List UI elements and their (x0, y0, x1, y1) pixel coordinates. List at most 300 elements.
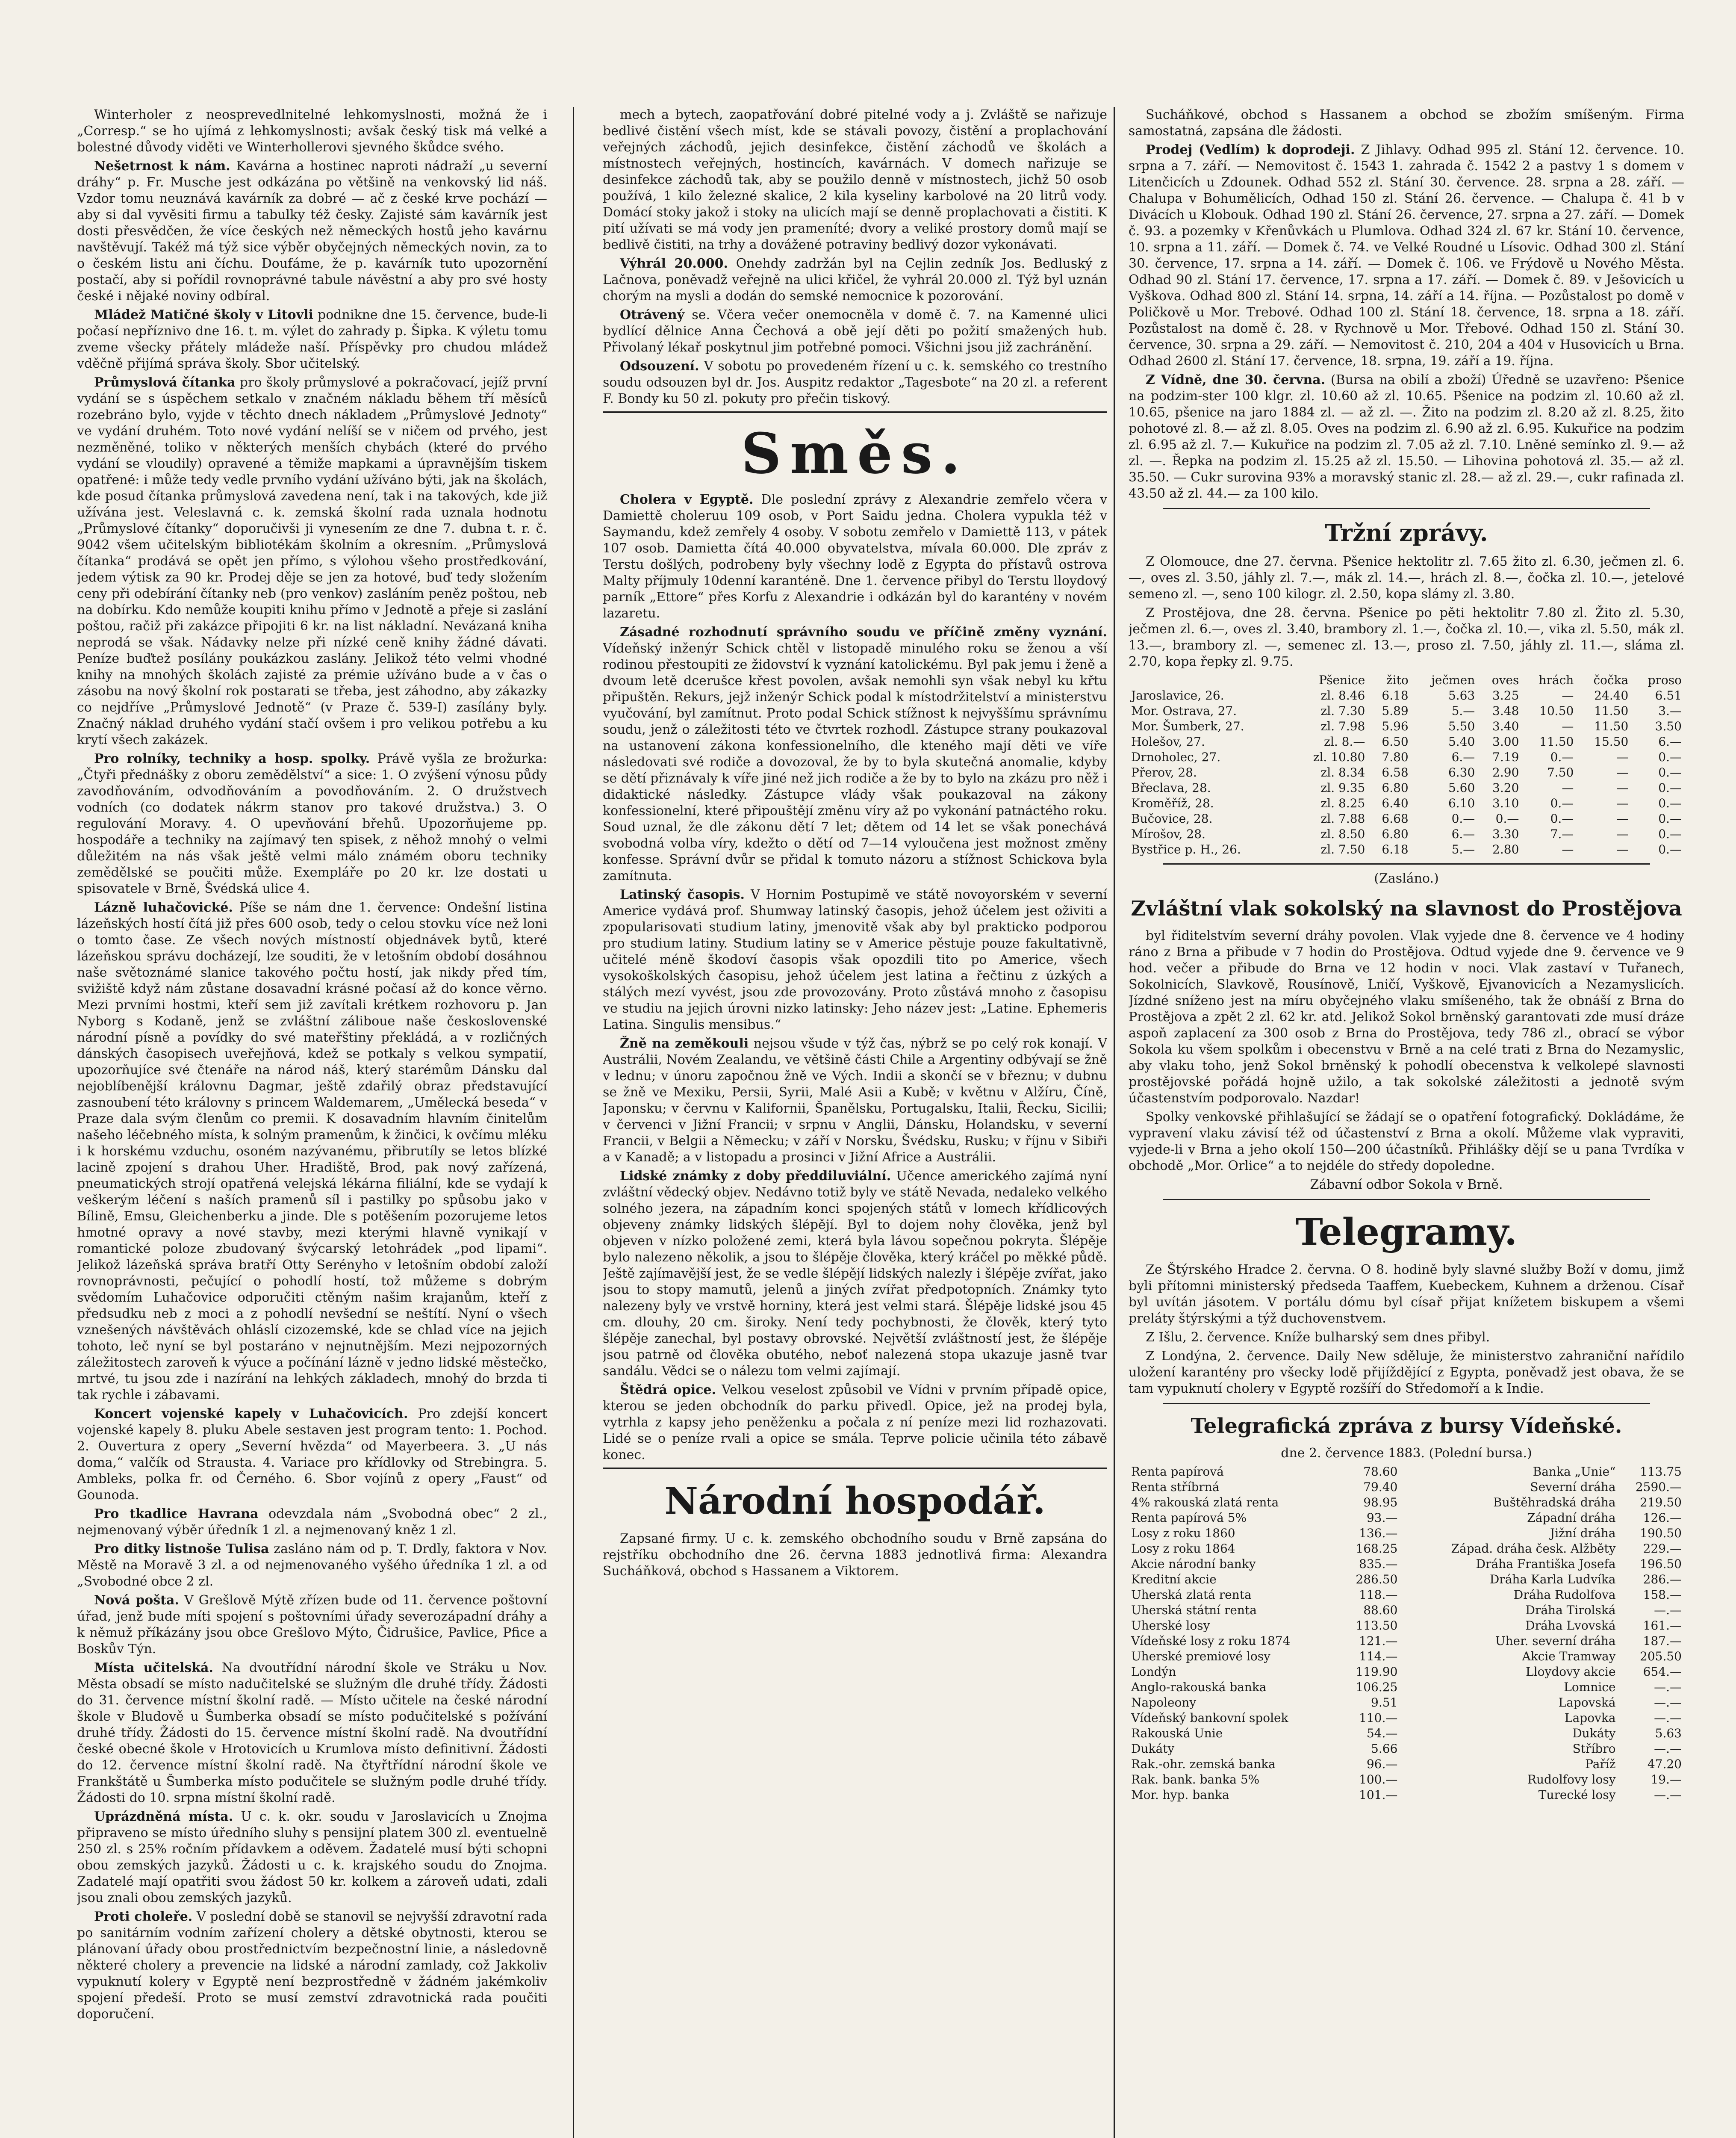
table-cell: Renta stříbrná (1131, 1480, 1220, 1494)
table-cell: 79.40 (1363, 1480, 1398, 1494)
section-divider (1163, 1403, 1650, 1404)
table-cell: 5.89 (1382, 704, 1409, 718)
table-cell: 47.20 (1647, 1757, 1682, 1771)
table-cell: 113.75 (1640, 1465, 1682, 1479)
table-cell: zl. 7.30 (1320, 704, 1365, 718)
table-cell: 78.60 (1363, 1465, 1398, 1479)
table-cell: —.— (1654, 1680, 1682, 1694)
article-text: Kavárna a hostinec naproti nádraží „u severní dráhy“ p. Fr. Musche jest odkázána po většině na venkovský lid náš. Vzdor tomu neuznává kavárník za dobré — ač z české krve pochází — aby si dal vyvěsiti firmu a tabulky též česky. Zajisté sám kavárník jest dosti přesvědčen, že více českých než německých hostů jeho kavárnu navštěvují. Takéž má týž sice výběr obyčejných německých novin, za to o českém listu ani číchu. Doufáme, že p. kavárník tuto upozornění postačí, aby si pořídil rovnoprávné tabule návěstní a aby pro své hosty české i nějaké noviny odbíral. (77, 159, 547, 304)
table-cell: 11.50 (1539, 735, 1574, 749)
table-cell: 0.— (1495, 812, 1519, 826)
article-text: U c. k. okr. soudu v Jaroslavicích u Znojma připraveno se místo úředního sluhy s pensijní platem 300 zl. eventuelně 250 zl. s 25% ročním přídavkem a oděvem. Žadatelé musí býti schopni obou zemských jazyků. Žádosti u c. k. krajského soudu do Znojma. Zadatelé mají opatřiti svou žádost 50 kr. kolkem a zároveň udati, zdali jsou znali obou zemských jazyků. (77, 1809, 547, 1905)
article-prostejov: Z Prostějova, dne 28. června. Pšenice po pěti hektolitr 7.80 zl. Žito zl. 5.30, ječmen zl. 6.—, oves zl. 3.40, brambory zl. 1.—, čočka zl. 10.—, vika zl. 5.50, mák zl. 13.—, brambory zl. —, semenec zl. 13.—, proso zl. 7.50, jáhly zl. 11.—, sláma zl. 2.70, kopa řepky zl. 9.75. (1129, 605, 1684, 669)
table-cell: Dráha Lvovská (1525, 1618, 1616, 1633)
table-cell: Bystřice p. H., 26. (1131, 842, 1241, 856)
table-row (1129, 750, 1684, 765)
telegram-hradec: Ze Štýrského Hradce 2. června. O 8. hodině byly slavné služby Boží v domu, jimž byli přítomni ministerský předseda Taaffem, Kuebeckem, Kuhnem a drženou. Císař byl uvítán jásotem. V portálu dómu byl císař přijat knížetem biskupem a všemi preláty štýrskými a týž duchovenstvem. (1129, 1262, 1684, 1326)
table-row (1129, 1787, 1684, 1803)
table-cell: 286.— (1643, 1572, 1682, 1586)
article-heading: Pro tkadlice Havrana (94, 1506, 259, 1521)
article-koncert (77, 1406, 547, 1503)
table-cell: 2590.— (1635, 1480, 1682, 1494)
article-odsouzeni (603, 358, 1107, 407)
table-cell: 2.80 (1492, 842, 1519, 856)
table-cell: zl. 8.— (1324, 735, 1365, 749)
table-cell: — (1562, 688, 1574, 703)
table-cell: 119.90 (1356, 1665, 1398, 1679)
article-olomouc: Z Olomouce, dne 27. června. Pšenice hektolitr zl. 7.65 žito zl. 6.30, ječmen zl. 6.—, oves zl. 3.50, jáhly zl. 7.—, mák zl. 14.—, hrách zl. 8.—, čočka zl. 10.—, jetelové semeno zl. —, seno 100 kilogr. zl. 2.50, kopa slámy zl. 3.80. (1129, 554, 1684, 602)
table-cell: 11.50 (1594, 704, 1629, 718)
table-cell: 3.30 (1492, 827, 1519, 841)
table-row (1129, 1556, 1684, 1572)
zaslano-label: (Zasláno.) (1374, 871, 1439, 886)
table-cell: Bučovice, 28. (1131, 812, 1213, 826)
table-cell: Severní dráha (1530, 1480, 1616, 1494)
table-cell: Uherská zlatá renta (1131, 1588, 1252, 1602)
table-cell: Dráha Tirolská (1525, 1603, 1616, 1617)
article-heading: Z Vídně, dne 30. června. (1146, 372, 1326, 387)
table-cell: zl. 7.88 (1320, 812, 1365, 826)
table-cell: Akcie Tramway (1522, 1649, 1616, 1663)
table-header-cell: ječmen (1431, 673, 1475, 687)
table-cell: 7.50 (1547, 765, 1574, 780)
table-cell: —.— (1654, 1603, 1682, 1617)
column-rule (573, 107, 574, 2138)
article-heading: Proti choleře. (94, 1909, 193, 1924)
burza-date: dne 2. července 1883. (Polední bursa.) (1281, 1446, 1532, 1461)
table-row (1129, 1572, 1684, 1587)
table-cell: 5.63 (1655, 1726, 1682, 1740)
article-tulisa (77, 1541, 547, 1590)
table-row (1129, 1464, 1684, 1479)
table-cell: 24.40 (1594, 688, 1629, 703)
section-title-smes: Směs. (741, 421, 969, 486)
article-rolniky (77, 751, 547, 897)
table-header-cell: proso (1648, 673, 1682, 687)
table-cell: 6.50 (1382, 735, 1409, 749)
table-cell: 98.95 (1363, 1495, 1398, 1509)
table-header-cell: čočka (1593, 673, 1629, 687)
table-cell: zl. 8.46 (1320, 688, 1365, 703)
table-cell: Holešov, 27. (1131, 735, 1205, 749)
table-row (1129, 1510, 1684, 1526)
table-cell: Jižní dráha (1550, 1526, 1616, 1540)
table-cell: 0.— (1658, 750, 1682, 764)
table-row (1129, 734, 1684, 750)
article-nesetrnost (77, 158, 547, 304)
table-cell: — (1616, 842, 1629, 856)
section-divider (603, 1468, 1107, 1469)
article-text: Winterholer z neosprevedlnitelné lehkomyslnosti, možná že i „Corresp.“ se ho ujímá z lehkomyslnosti; avšak český tisk má velké a bolestné důvody viděti ve Winterhollerovi sjevného škůdce svého. (77, 107, 547, 155)
article-heading: Štědrá opice. (620, 1382, 716, 1397)
table-row (1129, 827, 1684, 842)
table-cell: 113.50 (1356, 1618, 1398, 1633)
column-3 (1129, 107, 1684, 2138)
table-cell: — (1562, 719, 1574, 733)
article-stedra (603, 1382, 1107, 1463)
table-cell: 5.— (1451, 704, 1475, 718)
table-cell: Renta papírová 5% (1131, 1511, 1247, 1525)
table-cell: 3.20 (1492, 781, 1519, 795)
article-heading: Odsouzení. (620, 359, 699, 374)
table-cell: Jaroslavice, 26. (1131, 688, 1224, 703)
article-text: Sucháňkové, obchod s Hassanem a obchod se zbožím smíšeným. Firma samostatná, zapsána dle žádosti. (1129, 107, 1684, 139)
table-cell: zl. 7.98 (1320, 719, 1365, 733)
table-cell: 6.10 (1448, 796, 1475, 810)
table-cell: 3.00 (1492, 735, 1519, 749)
table-cell: Lloydovy akcie (1526, 1665, 1616, 1679)
table-row (1129, 1526, 1684, 1541)
article-text: pro školy průmyslové a pokračovací, jejíž první vydání se s úspěchem setkalo v značném nákladu během tří měsíců rozebráno bylo, vyjde v těchto dnech nákladem „Průmyslové Jednoty“ ve vydání druhém. Toto nové vydání nelíší se v ničem od prvého, jest nezměněné, toliko v některých menších chybách (které do prvého vydání se vloudily) opravené a těmiže mapkami a úpravnějším tiskem opatřené: i může tedy vedle prvního vydání užíváno býti, jak na školách, kde posud čítanka průmyslová zavedena není, tak i na takových, kde již užívána jest. Veleslavná c. k. zemská školní rada uznala hodnotu „Průmyslové čítanky“ doporučivši ji vynesením ze dne 7. dubna t. r. č. 9042 všem učitelským bibliotékám školním a okresním. „Průmyslová čítanka“ prodává se opět jen přímo, s výlohou všeho prostředkování, jedem výtisk za 90 kr. Prodej děje se jen za hotové, buď tedy složením ceny při odebírání čítanky neb (pro venkov) zasláním peněz poštou, neb na dobírku. Kdo nemůže koupiti knihu přímo v Jednotě a přeje si zaslání poštou, račiž při zakázce připojiti 6 kr. na list nákladní. Nevázaná kniha neprodá se však. Nádavky nelze při nízké ceně knihy žádné dávati. Peníze buďtež posílány poukázkou zaslány. Jelikož této velmi vhodné knihy na mnohých školách zajisté za prémie užíváno bude a v čas o zásobu na nový školní rok postarati se třeba, jest záhodno, aby zákazky co nejdříve „Průmyslové Jednotě“ (v Praze č. 539-I) zasílány byly. Značný náklad druhého vydání stačí ovšem i pro velikou potřebu a ku krytí všech zakázek. (77, 375, 547, 747)
telegram-londyn: Z Londýna, 2. července. Daily New sděluje, že ministerstvo zahraniční nařídilo uložení karantény pro všecky lodě přijíždějící z Egypta, poněvadž jest obava, že se tam vypuknutí cholery v Egyptě rozšíří do Středomoří a k Indie. (1129, 1349, 1684, 1396)
table-cell: Dukáty (1131, 1742, 1175, 1756)
table-cell: Mor. hyp. banka (1131, 1788, 1229, 1802)
table-cell: 10.50 (1539, 704, 1574, 718)
table-cell: — (1562, 842, 1574, 856)
table-header-cell: žito (1386, 673, 1409, 687)
article-text: Píše se nám dne 1. července: Ondešní listina lázeňských hostí čítá již přes 600 osob, tedy o celou stovku více než loni o tomto čase. Ze všech nových místností objednávek bytů, které lázeňskou správu docházejí, lze souditi, že v letošním období dosáhnou naše světoznámé slanice takového počtu hostí, jak nikdy před tím, svižiště když nám zůstane dosavadní krásné počasí až do konce věrno. Mezi prvními hostmi, kteří sem již zavítali krétkem rozhovoru p. Jan Nyborg s Kodaně, jenž se zvláštní záliboue naše československé národní písně a povídky do své mateřštiny překládá, a v rozličných dánských časopisech uveřejňová, kdež se potkaly s velkou sympatií, upozorňujíce své čtenáře na národ náš, který starémům Dánsku dal nejoblíbenější královnu Dagmar, ještě zdařilý obraz představující zasnoubení této královny s princem Waldemarem, „Umělecká beseda“ v Praze dala svým členům co premii. K dosavadním hlavním činitelům našeho léčebného místa, k solným pramenům, k žinčici, k ovčímu mléku i k horskému vzduchu, osoném nazývanému, přibrutíly se letos blízké lacině zpojení s drahou Uher. Hradiště, Brod, pak nový zařízená, pneumatických strojí opatřená velejská lékárna filiální, kde se vydají k veškerým léčení s naších pramenů síl i pastilky po spůsobu jako v Bílině, Emsu, Gleichenberku a jinde. Dle s potěšením pozorujeme letos hmotné opravy a nové stavby, mezi kterými hlavně vynikají v romantické poloze zbudovaný švýcarský letohrádek „pod lipami“. Jelikož lázeňská správa bratří Otty Serényho v letošním období založí rovnoprávnosti, pečující o pohodlí hostí, tož můžeme s dobrým svědomím Luhačovice odporučiti ctěným našim krajanům, kteří z předsudku neb z moci a z pohodlí nevšední se neštítí. Nyní o všech vznešených návštěvách ohláslí cizozemské, kde se chlad více na jejich tohoto, leč nyní se byl postaráno v nejnutnějším. Mezi nejpozorných záležitostech zaroveň k výuce a počínání lázně v jedno lidské městečko, mrtvé, tu jsou zde i nazírání na lehkých základech, mnohý do brzda ti tak rychle i zábavami. (77, 900, 547, 1403)
article-heading: Pro ditky listnoše Tulisa (94, 1541, 269, 1556)
article-heading: Místa učitelská. (94, 1660, 213, 1675)
table-cell: Napoleony (1131, 1695, 1197, 1710)
table-cell: 0.— (1658, 765, 1682, 780)
table-cell: Buštěhradská dráha (1493, 1495, 1616, 1509)
table-cell: zl. 10.80 (1313, 750, 1365, 764)
table-cell: 6.18 (1382, 688, 1409, 703)
table-cell: 196.50 (1640, 1557, 1682, 1571)
table-cell: Uherské losy (1131, 1618, 1210, 1633)
table-cell: 136.— (1359, 1526, 1398, 1540)
article-uprazdnena (77, 1809, 547, 1906)
table-cell: — (1616, 796, 1629, 810)
table-cell: 0.— (1658, 812, 1682, 826)
table-cell: Renta papírová (1131, 1465, 1224, 1479)
table-cell: 7.19 (1492, 750, 1519, 764)
table-cell: 229.— (1643, 1541, 1682, 1556)
table-cell: Kreditní akcie (1131, 1572, 1217, 1586)
article-heading: Pro rolníky, techniky a hosp. spolky. (94, 751, 370, 766)
table-cell: Stříbro (1572, 1742, 1616, 1756)
article-cholere (77, 1909, 547, 2023)
table-cell: 0.— (1658, 827, 1682, 841)
table-row (1129, 1726, 1684, 1741)
table-cell: Lapovská (1558, 1695, 1616, 1710)
page-body (77, 107, 1684, 2138)
table-cell: Rak. bank. banka 5% (1131, 1772, 1260, 1787)
table-cell: 96.— (1366, 1757, 1398, 1771)
table-cell: Vídeňský bankovní spolek (1131, 1711, 1288, 1725)
article-heading: Zásadné rozhodnutí správního soudu ve příčině změny vyznání. (620, 625, 1107, 640)
table-cell: 118.— (1359, 1588, 1398, 1602)
article-havrana (77, 1506, 547, 1539)
section-divider (603, 411, 1107, 413)
table-cell: Drnoholec, 27. (1131, 750, 1221, 764)
table-cell: 3.40 (1492, 719, 1519, 733)
table-row (1129, 842, 1684, 857)
table-cell: 6.51 (1655, 688, 1682, 703)
table-cell: Dráha Františka Josefa (1476, 1557, 1616, 1571)
table-cell: Břeclava, 28. (1131, 781, 1211, 795)
table-row (1129, 1680, 1684, 1695)
table-cell: 54.— (1366, 1726, 1398, 1740)
table-cell: 114.— (1359, 1649, 1398, 1663)
table-cell: — (1616, 781, 1629, 795)
table-cell: 654.— (1643, 1665, 1682, 1679)
section-title-trzni: Tržní zprávy. (1325, 519, 1488, 546)
table-cell: Paříž (1585, 1757, 1616, 1771)
table-row (1129, 796, 1684, 811)
table-cell: 93.— (1366, 1511, 1398, 1525)
table-cell: 0.— (1658, 796, 1682, 810)
section-title-telegramy: Telegramy. (1295, 1211, 1518, 1254)
article-heading: Žně na zeměkouli (620, 1036, 749, 1051)
article-heading: Otrávený (620, 307, 684, 322)
article-text: zasláno nám od p. T. Drdly, faktora v Nov. Městě na Moravě 3 zl. a od nejmenovaného vyšého úředníka 1 zl. a od „Svobodné obce 2 zl. (77, 1541, 547, 1589)
burza-table (1129, 1464, 1684, 1803)
table-header-row (1129, 673, 1684, 688)
article-text: V sobotu po provedeném řízení u c. k. semského co trestního soudu odsouzen byl dr. Jos. Auspitz redaktor „Tagesbote“ na 20 zl. a referent F. Bondy ku 50 zl. pokuty pro přečin tiskový. (603, 359, 1107, 406)
article-otraveny (603, 307, 1107, 356)
table-cell: zl. 8.34 (1320, 765, 1365, 780)
table-cell: Vídeňské losy z roku 1874 (1131, 1634, 1291, 1648)
table-cell: Losy z roku 1864 (1131, 1541, 1235, 1556)
article-text: Učence amerického zajímá nyní zvláštní vědecký objev. Nedávno totiž byly ve státě Nevada, nedaleko velkého solného jezera, na západním konci spojených států v lomech křídlicových objeveny známky lidských šlépějí. Byl to dojem nohy člověka, jenž byl objeven v nízko položené zemi, která byla lávou sopečnou pokryta. Šlépěje bylo nalezeno několik, a jsou to šlépěje člověka, který kráčel po měkké půdě. Ještě zajímavější jest, že se vedle šlépějí lidských nalezly i šlépěje zvířat, jako jsou to stopy mamutů, jelenů a jiných zvířat předpotopních. Známky tyto nalezeny byly ve vrstvě horniny, která jest velmi stará. Šlépěje lidské jsou 45 cm. dlouhy, 20 cm. široky. Není tedy pochybnosti, že člověk, který tyto šlépěje zanechal, byl postavy obrovské. Největší zvláštností jest, že šlépěje jsou patrně od člověka obutého, neboť nalezená stopa ukazuje jasně tvar sandálu. Vědci se o nálezu tom velmi zajímají. (603, 1169, 1107, 1379)
article-zasadni (603, 624, 1107, 884)
article-heading: Cholera v Egyptě. (620, 492, 754, 507)
article-text: Z Jihlavy. Odhad 995 zl. Stání 12. července. 10. srpna a 7. září. — Nemovitost č. 1543 1. zahrada č. 1542 2 a pastvy 1 s domem v Litenčicích u Zdounek. Odhad 552 zl. Stání 30. července. 28. srpna a 28. září. — Chalupa v Bohumělicích, Odhad 150 zl. Stání 26. července. — Chalupa č. 41 b v Divácích u Klobouk. Odhad 190 zl. Stání 26. července, 27. srpna a 27. září. — Domek č. 93. a pozemky v Křenůvkách u Plumlova. Odhad 324 zl. 67 kr. Stání 10. července, 10. srpna a 11. září. — Domek č. 74. ve Velké Roudné u Lísovic. Odhad 300 zl. Stání 30. července, 17. srpna a 14. září. — Domek č. 106. ve Frýdově u Nového Města. Odhad 90 zl. Stání 17. července, 17. srpna a 17. září. — Domek č. 89. v Ješovicích u Vyškova. Odhad 800 zl. Stání 14. srpna, 14. září a 14. října. — Pozůstalost po domě v Poličkově u Mor. Trebové. Odhad 100 zl. Stání 18. července, 18. srpna a 18. září. Pozůstalost na domě č. 28. v Rychnově u Mor. Třebové. Odhad 150 zl. Stání 30. července, 30. srpna a 29. září. — Nemovitost č. 210, 204 a 404 v Husovicích u Brna. Odhad 2600 zl. Stání 17. července, 18. srpna, 19. září a 19. října. (1129, 142, 1684, 369)
table-cell: 5.96 (1382, 719, 1409, 733)
article-heading: Uprázdněná místa. (94, 1809, 233, 1824)
table-cell: 0.— (1550, 812, 1574, 826)
table-cell: Dráha Karla Ludvíka (1489, 1572, 1616, 1586)
table-cell: zl. 7.50 (1320, 842, 1365, 856)
article-heading: Lidské známky z doby předdiluviální. (620, 1169, 891, 1184)
table-cell: Mírošov, 28. (1131, 827, 1205, 841)
column-2 (603, 107, 1107, 2138)
table-row (1129, 780, 1684, 796)
table-cell: 106.25 (1356, 1680, 1398, 1694)
table-cell: Akcie národní banky (1131, 1557, 1256, 1571)
table-cell: — (1616, 827, 1629, 841)
article-cholera (603, 492, 1107, 622)
article-text: Velkou veselost způsobil ve Vídni v prvním případě opice, kterou se jeden obchodník do parku přivedl. Opice, jež na prodej byla, vytrhla z kapsy jeho peněženku a počala z ní peníze mezi lid rozhazovati. Lidé se o peníze rvali a opice se smála. Teprve policie učinila této zábavě konec. (603, 1382, 1107, 1462)
table-cell: 187.— (1643, 1634, 1682, 1648)
table-cell: 6.30 (1448, 765, 1475, 780)
table-row (1129, 811, 1684, 827)
article-zne (603, 1036, 1107, 1166)
article-mladez (77, 307, 547, 372)
table-row (1129, 1664, 1684, 1680)
article-prodej (1129, 142, 1684, 369)
table-cell: 835.— (1359, 1557, 1398, 1571)
table-cell: Dukáty (1572, 1726, 1616, 1740)
article-text: V Hornim Postupimě ve státě novoyorském v severní Americe vydává prof. Shumway latinský časopis, jehož účelem jest oživiti a zpopularisovati studium latiny, jmenovitě však aby byl prakticko podporou pro studium latiny. Studium latiny se v Americe pěstuje pouze fakultativně, učitelé méně škodoví časopis však opozdili tito po Americe, všech vysokoškolských časopisu, jehož účelem jest latina a řečtinu z úzkých a stálých mezí vyvést, jsou zde provozovány. Proto zůstává mnoho z časopisu ve studiu na jejich úrovni nizko latinsky: Jeho název jest: „Latine. Ephemeris Latina. Singulis mensibus.“ (603, 887, 1107, 1032)
table-row (1129, 1772, 1684, 1787)
table-cell: zl. 8.25 (1320, 796, 1365, 810)
article-posta (77, 1592, 547, 1657)
table-cell: 101.— (1359, 1788, 1398, 1802)
table-cell: 3.25 (1492, 688, 1519, 703)
table-row (1129, 1741, 1684, 1757)
table-cell: 126.— (1643, 1511, 1682, 1525)
table-cell: zl. 9.35 (1320, 781, 1365, 795)
article-text: Vídeňský inženýr Schick chtěl v listopadě minulého roku se ženou a vší rodinou přestoupiti ze židovství k vyznání katolickému. Byl pak jemu i ženě a dvoum letě dcerušce křest povolen, avšak nemohli syn však nebyl ku křtu připuštěn. Rekurs, jejž inženýr Schick podal k místodržitelství a ministerstvu vyučování, byl zamítnut. Proto podal Schick stížnost k nejvyššímu správnímu soudu, jenž o záležitosti této ve čtvrtek rozhodl. Zástupce strany poukazoval na ustanovení zákona konfessionelního, dle kteného mají děti ve víře následovati své rodiče a dovozoval, že by to byla skutečná anomalie, kdyby se dětí přiznávaly k víře jiné než jich rodiče a že by to bylo na zkázu pro něž i didaktické následky. Zástupce vlády však poukazoval na zákony konfessionelní, které připouštějí změnu víry až po vykonání patnáctého roku. Soud uznal, že dle zákonu dětí 7 let; dětem od 14 let se však ponechává svobodná volba víry, kdežto o dětí od 7—14 vyloučena jest možnost změny konfesse. Správní dvůr se přidal k tomuto názoru a stížnost Schickova byla zamítnuta. (603, 641, 1107, 883)
table-cell: 88.60 (1363, 1603, 1398, 1617)
article-heading: Lázně luhačovické. (94, 900, 233, 915)
table-cell: 0.— (1658, 842, 1682, 856)
article-heading: Koncert vojenské kapely v Luhačovicích. (94, 1406, 408, 1421)
article-lidske (603, 1168, 1107, 1379)
article-viden-bursa (1129, 372, 1684, 502)
article-lazne (77, 900, 547, 1403)
table-cell: 110.— (1359, 1711, 1398, 1725)
table-cell: Londýn (1131, 1665, 1176, 1679)
table-cell: Lomnice (1564, 1680, 1616, 1694)
table-cell: Západ. dráha česk. Alžběty (1451, 1541, 1616, 1556)
table-cell: 5.60 (1448, 781, 1475, 795)
article-title-vlak: Zvláštní vlak sokolský na slavnost do Prostějova (1131, 897, 1682, 921)
table-cell: — (1616, 750, 1629, 764)
table-cell: 9.51 (1371, 1695, 1398, 1710)
table-cell: Mor. Šumberk, 27. (1131, 719, 1244, 733)
table-cell: 5.40 (1448, 735, 1475, 749)
table-body (1129, 688, 1684, 857)
table-cell: 6.— (1451, 827, 1475, 841)
table-row (1129, 1587, 1684, 1603)
table-cell: Přerov, 28. (1131, 765, 1197, 780)
article-citanka (77, 375, 547, 748)
table-cell: Rakouská Unie (1131, 1726, 1223, 1740)
table-cell: 6.68 (1382, 812, 1409, 826)
table-cell: 6.— (1658, 735, 1682, 749)
table-cell: 5.— (1451, 842, 1475, 856)
table-cell: — (1616, 765, 1629, 780)
article-text: V poslední době se stanovil se nejvyšší zdravotní rada po sanitárním vodním zařízení cholery a dětské obytnosti, kterou se plánovaní úřady obou prostřednictvím bezpečnostní linie, a následovně některé cholery a prevencie na lidské a národní zamlady, což Jakkoliv vypuknutí kolery v Egyptě není bezprostředně v žádném jakémkoliv spojení předeší. Proto se musí zemství zdravotnická rada poučiti doporučení. (77, 1909, 547, 2022)
table-row (1129, 765, 1684, 780)
table-cell: 6.40 (1382, 796, 1409, 810)
article-vlak: byl řiditelstvím severní dráhy povolen. Vlak vyjede dne 8. července ve 4 hodiny ráno z Brna a přibude v 7 hodin do Prostějova. Odtud vyjede dne 9. července ve 9 hod. večer a přibude do Brna ve 12 hodin v noci. Vlak zastaví v Tuřanech, Sokolnicích, Slavkově, Rousínově, Lničí, Vyškově, Ejvanovicích a Nezamyslicích. Jízdné sníženo jest na míru obyčejného vlaku smíšeného, tak že obnáší z Brna do Prostějova a zpět 2 zl. 62 kr. atd. Jelikož Sokol brněnský garantovati zde musí dráze aspoň zaplacení za 300 osob z Brna do Prostějova, tedy 786 zl., obrací se výbor Sokola ku všem spolkům i obecenstvu v Brně a na celé trati z Brna do Nezamyslic, aby vlaku toho, jenž Sokol brněnský k pohodlí obecenstva k velkolepé slavnosti prostějovské pořádá hojně užilo, a tak sokolské záležitosti a jednotě svým účastenstvím podporovalo. Nazdar! (1129, 928, 1684, 1106)
table-cell: Kroměříž, 28. (1131, 796, 1214, 810)
article-text: se. Včera večer onemocněla v domě č. 7. na Kamenné ulici bydlící dělnice Anna Čechová a obě její děti po požití smažených hub. Přivolaný lékař poskytnul jim potřebné pomoci. Všichni jsou již zachránění. (603, 307, 1107, 355)
table-cell: 19.— (1651, 1772, 1682, 1787)
table-row (1129, 703, 1684, 719)
table-cell: 3.48 (1492, 704, 1519, 718)
table-cell: 168.25 (1356, 1541, 1398, 1556)
article-text: Pro zdejší koncert vojenské kapely 8. pluku Abele sestaven jest program tento: 1. Pochod. 2. Ouvertura z opery „Severní hvězda“ od Mayerbeera. 3. „U nás doma,“ valčík od Strausta. 4. Variace pro křídlovky od Strebingra. 5. Ambleks, polka fr. od Černého. 6. Sbor vojínů z opery „Faust“ od Gounoda. (77, 1406, 547, 1503)
table-cell: Turecké losy (1538, 1788, 1616, 1802)
table-row (1129, 1541, 1684, 1556)
market-price-table (1129, 673, 1684, 857)
article-text: mech a bytech, zaopatřování dobré pitelné vody a j. Zvláště se nařizuje bedlivé čistění všech míst, kde se stávali povozy, čistění a proplachování veřejných záchodů, jejich desinfekce, čistění záchodů ve školách a místnostech veřejných, hostincích, kavárnách. V domech nařizuje se desinfekce záchodů tak, aby se použilo denně v místnostech, jichž 50 osob používá, 1 kilo železné skalice, 2 kila kyseliny karbolové na 20 litrů vody. Domácí stoky jakož i stoky na ulicích mají se denně proplachovati a čistiti. K pití užívati se má vody jen prameníté; dvory a veliké prostory domů mají se bedlivě čistiti, na trhy a dovážené potraviny bedlivý dozor vykonávati. (603, 107, 1107, 252)
table-cell: 286.50 (1356, 1572, 1398, 1586)
table-row (1129, 1710, 1684, 1726)
table-cell: 7.— (1550, 827, 1574, 841)
table-cell: 15.50 (1594, 735, 1629, 749)
table-cell: 0.— (1550, 796, 1574, 810)
section-title-burza: Telegrafická zpráva z bursy Vídeňské. (1191, 1414, 1622, 1438)
table-cell: 161.— (1643, 1618, 1682, 1633)
table-row (1129, 1695, 1684, 1710)
table-cell: 0.— (1550, 750, 1574, 764)
table-cell: 5.50 (1448, 719, 1475, 733)
article-vyhra (603, 256, 1107, 304)
article-heading: Nešetrnost k nám. (94, 159, 230, 174)
article-heading: Prodej (Vedlím) k doprodeji. (1146, 142, 1355, 157)
table-cell: —.— (1654, 1711, 1682, 1725)
article-text: Právě vyšla ze brožurka: „Čtyři přednášky z oboru zemědělství“ a sice: 1. O zvýšení výnosu půdy zavodňováním, odvodňováním a povodňováním. 2. O družstvech vodních (co dodatek nákrm stanov pro takové družstva.) 3. O regulování Moravy. 4. O upevňování břehů. Upozorňujeme pp. hospodáře a techniky na zajímavý ten spisek, z něhož mnohý o velmi důležitém na nás však ještě velmi málo známém oboru techniky zemědělské se poučiti může. Exempláře po 20 kr. lze dostati u spisovatele v Brně, Švédská ulice 4. (77, 751, 547, 896)
table-cell: 158.— (1643, 1588, 1682, 1602)
article-heading: Výhrál 20.000. (620, 256, 728, 271)
table-row (1129, 1479, 1684, 1495)
article-firmy: Zapsané firmy. U c. k. zemského obchodního soudu v Brně zapsána do rejstříku obchodního dne 26. června 1883 jednotlivá firma: Alexandra Sucháňková, obchod s Hassanem a Viktorem. (603, 1531, 1107, 1579)
table-cell: 0.— (1451, 812, 1475, 826)
article-heading: Průmyslová čítanka (94, 375, 236, 390)
table-cell: 4% rakouská zlatá renta (1131, 1495, 1279, 1509)
table-cell: 5.66 (1371, 1742, 1398, 1756)
table-header-cell: hrách (1539, 673, 1574, 687)
article-heading: Latinský časopis. (620, 887, 745, 902)
table-cell: 121.— (1359, 1634, 1398, 1648)
table-cell: 219.50 (1640, 1495, 1682, 1509)
table-cell: Uherská státní renta (1131, 1603, 1257, 1617)
table-header-cell (1129, 673, 1290, 688)
table-row (1129, 1757, 1684, 1772)
table-row (1129, 1603, 1684, 1618)
table-cell: 3.10 (1492, 796, 1519, 810)
table-cell: 0.— (1658, 781, 1682, 795)
article-text: (Bursa na obilí a zboží) Úředně se uzavřeno: Pšenice na podzim-ster 100 klgr. zl. 10.60 až zl. 10.65. Pšenice na podzim zl. 10.60 až zl. 10.65, pšenice na jaro 1884 zl. — až zl. —. Žito na podzim zl. 8.20 až zl. 8.25, žito pohotové zl. 8.— až zl. 8.05. Oves na podzim zl. 6.90 až zl. 6.95. Kukuřice na podzim zl. 6.95 až zl. 7.— Kukuřice na podzim zl. 7.05 až zl. 7.10. Lněné semínko zl. 9.— až zl. —. Řepka na podzim zl. 15.25 až zl. 15.50. — Lihovina pohotová zl. 35.— až zl. 35.50. — Cukr surovina 93% a moravský stanic zl. 28.— až zl. 29.—, cukr rafinada zl. 43.50 až zl. 44.— za 100 kilo. (1129, 372, 1684, 501)
table-cell: — (1616, 812, 1629, 826)
article-spolky: Spolky venkovské přihlašující se žádají se o opatření fotografický. Dokládáme, že vypravení vlaku závisí též od účastenství z Brna a okolí. Můžeme vlak vypraviti, vyjede-li v Brna a jeho okolí 150—200 účastníků. Přihlášky dějí se u pana Tvrdíka v obchodě „Mor. Orlice“ a to nejdéle do středy dopoledne. (1129, 1110, 1684, 1173)
table-cell: 6.— (1451, 750, 1475, 764)
table-cell: 7.80 (1382, 750, 1409, 764)
table-cell: Rak.-ohr. zemská banka (1131, 1757, 1276, 1771)
signature-line: Zábavní odbor Sokola v Brně. (1310, 1177, 1503, 1192)
table-cell: — (1562, 781, 1574, 795)
table-cell: 100.— (1359, 1772, 1398, 1787)
table-cell: zl. 8.50 (1320, 827, 1365, 841)
table-cell: 205.50 (1640, 1649, 1682, 1663)
table-cell: Uherské premiové losy (1131, 1649, 1270, 1663)
article-text: Onehdy zadržán byl na Cejlin zedník Jos. Bedluský z Lačnova, poněvadž veřejně na ulici křičel, že vyhrál 20.000 zl. Týž byl uznán chorým na mysli a dodán do semské nemocnice k pozorování. (603, 256, 1107, 304)
article-text: Dle poslední zprávy z Alexandrie zemřelo včera v Damiettě choleruu 109 osob, v Port Saidu jedna. Cholera vypukla též v Saymandu, kdež zemřely 4 osoby. V sobotu zemřelo v Damiettě 113, v pátek 107 osob. Damietta čítá 40.000 obyvatelstva, mívala 60.000. Dle zpráv z Terstu došlých, podrobeny byly všechny lodě z Egypta do přístavů ostrova Malty příjmuly 10denní karanténě. Dne 1. července přibyl do Terstu lloydový parník „Ettore“ přes Korfu z Alexandrie i odkázán byl do karantény v novém lazaretu. (603, 492, 1107, 621)
table-header-cell: Pšenice (1319, 673, 1365, 687)
column-1 (77, 107, 547, 2138)
table-cell: 2.90 (1492, 765, 1519, 780)
table-cell: Uher. severní dráha (1495, 1634, 1616, 1648)
article-mista (77, 1660, 547, 1806)
section-title-narodni: Národní hospodář. (664, 1479, 1046, 1523)
article-text: V Grešlově Mýtě zřízen bude od 11. července poštovní úřad, jenž bude míti spojení s poštovními úřady severozápadní dráhy a k němuž příkázány jsou obce Grešlovo Mýto, Čidrušice, Pavlice, Pfice a Boskův Týn. (77, 1593, 547, 1657)
table-cell: Rudolfovy losy (1527, 1772, 1616, 1787)
section-divider (1163, 508, 1650, 509)
table-cell: 6.80 (1382, 827, 1409, 841)
table-cell: Mor. Ostrava, 27. (1131, 704, 1237, 718)
table-row (1129, 1618, 1684, 1633)
table-cell: Banka „Unie“ (1533, 1465, 1616, 1479)
table-row (1129, 719, 1684, 734)
table-cell: 3.— (1658, 704, 1682, 718)
table-cell: 6.80 (1382, 781, 1409, 795)
table-cell: —.— (1654, 1695, 1682, 1710)
table-cell: 190.50 (1640, 1526, 1682, 1540)
article-text: Na dvoutřídní národní škole ve Stráku u Nov. Města obsadí se místo nadučitelské se služným dle druhé třídy. Žádosti do 31. července místní školní radě. — Místo učitele na české národní škole v Bludově u Šumberka obsadí se místo podučitelské s požívání druhé třídy. Žádosti do 15. července místní školní radě. Na dvoutřídní české obecné škole v Hrotovicích u Krumlova místo definitivní. Žádosti do 12. července místní školní radě. Na čtyřtřídní národní škole ve Frankštátě u Šumberka místo podučitele se služným podle druhé třídy. Žádosti do 10. srpna místní školní radě. (77, 1660, 547, 1805)
table-cell: Západní dráha (1527, 1511, 1616, 1525)
article-text: nejsou všude v týž čas, nýbrž se po celý rok konají. V Austrálii, Novém Zealandu, ve většině části Chile a Argentiny odbývají se žně v lednu; v únoru započnou žně ve Vých. Indii a skončí se v březnu; v dubnu se žně ve Mexiku, Persii, Syrii, Malé Asii a Kubě; v květnu v Alžíru, Číně, Japonsku; v červnu v Kalifornii, Španělsku, Portugalsku, Italii, Řecku, Sicilii; v červenci v Jižní Francii; v srpnu v Anglii, Dánsku, Holandsku, v severní Francii, v Belgii a Německu; v září v Norsku, Švédsku, Rusku; v říjnu v Sibiři a v Kanadě; a v listopadu a prosinci v Jižní Africe a Austrálii. (603, 1036, 1107, 1165)
table-cell: Lapovka (1565, 1711, 1616, 1725)
table-body (1129, 1464, 1684, 1803)
table-cell: 3.50 (1655, 719, 1682, 733)
